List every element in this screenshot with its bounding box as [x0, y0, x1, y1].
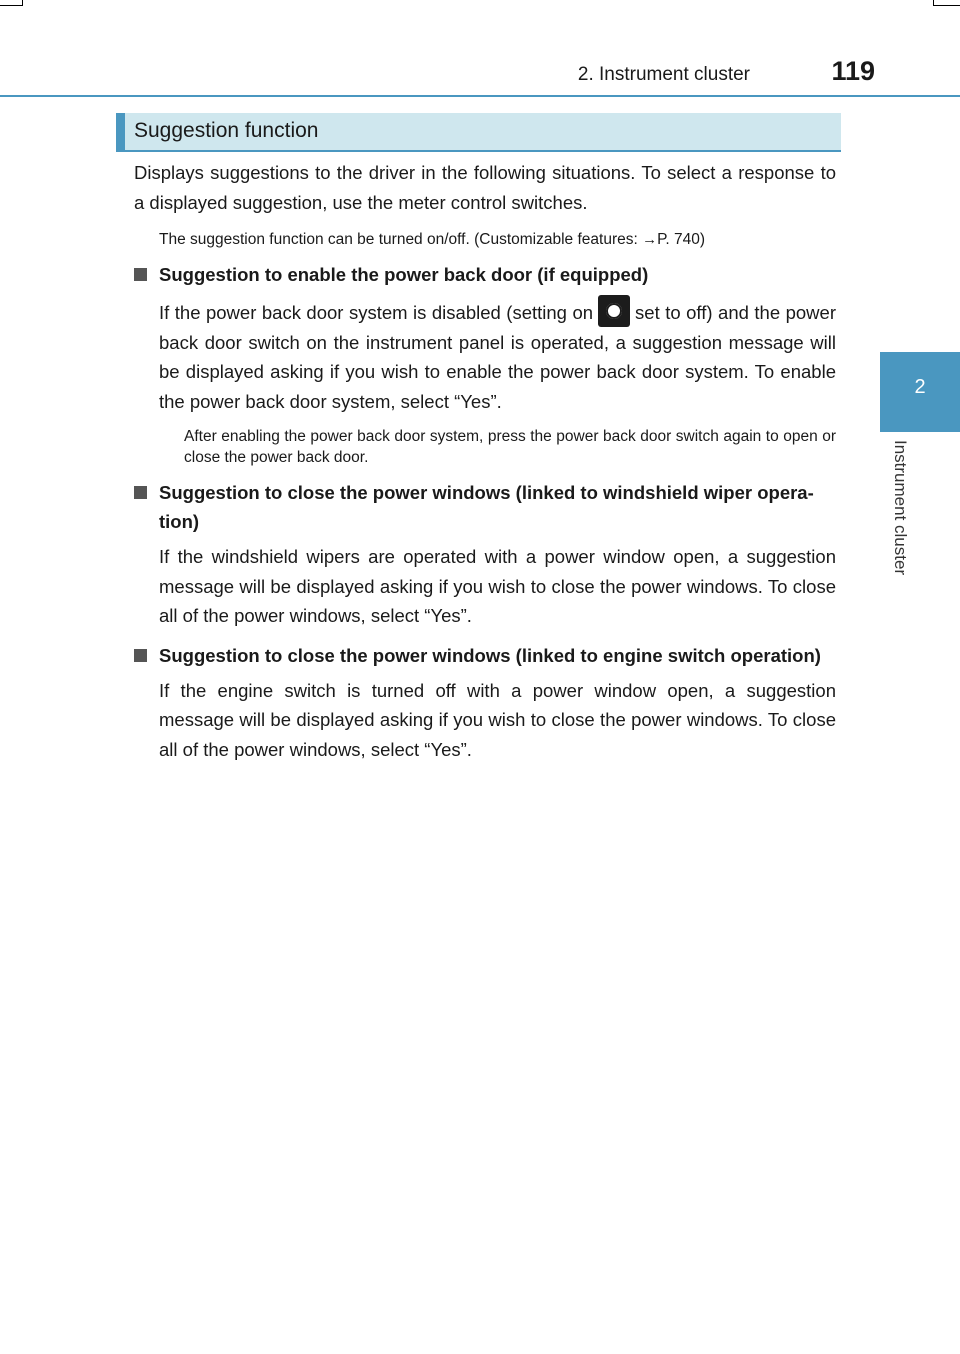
section-title: Suggestion function [134, 119, 319, 142]
list-item-power-back-door [134, 260, 836, 468]
list-item-heading-text: Suggestion to enable the power back door (if equipped) [159, 264, 649, 285]
body-text-after-icon: set to off) and the power back door switch on the instrument panel is operated, a suggestion message will be displayed asking if you wish to enable the power back door system. To enable the power back door system, select “Yes”. [159, 302, 836, 412]
page-content [134, 158, 836, 764]
crop-mark-left-v [22, 0, 23, 6]
square-bullet-icon [134, 649, 147, 662]
chapter-tab [880, 352, 960, 432]
crop-mark-right-h [933, 5, 960, 6]
list-item-body [159, 295, 836, 416]
list-item-body: If the windshield wipers are operated with a power window open, a suggestion message will be displayed asking if you wish to close the power windows. To close all of the power windows, select “Yes”. [159, 546, 836, 626]
section-heading-accent [116, 113, 125, 150]
list-item-heading [134, 260, 836, 289]
header-rule [0, 95, 960, 97]
list-item-heading [134, 641, 836, 670]
list-item-windows-engine [134, 641, 836, 765]
chapter-label: Instrument cluster [891, 440, 910, 576]
chapter-side-label [890, 440, 920, 600]
list-item-note: After enabling the power back door system, press the power back door switch again to open or close the power back door. [184, 428, 836, 466]
settings-gear-icon [598, 295, 630, 327]
intro-paragraph: Displays suggestions to the driver in the following situations. To select a response to a displayed suggestion, use the meter control switches. [134, 162, 836, 213]
page-number: 119 [831, 56, 875, 86]
chapter-number: 2 [914, 376, 926, 398]
list-item-heading-text: Suggestion to close the power windows (linked to windshield wiper opera-tion) [159, 482, 814, 532]
customize-note-text: The suggestion function can be turned on/off. (Customizable features: [159, 231, 643, 248]
section-heading-bar [116, 113, 841, 152]
square-bullet-icon [134, 486, 147, 499]
list-item-heading [134, 478, 836, 536]
square-bullet-icon [134, 268, 147, 281]
arrow-right-icon: → [642, 231, 658, 248]
crop-mark-left-h [0, 5, 22, 6]
body-text-before-icon: If the power back door system is disabled (setting on [159, 302, 594, 323]
list-item-heading-text: Suggestion to close the power windows (linked to engine switch operation) [159, 644, 821, 666]
list-item-body: If the engine switch is turned off with a power window open, a suggestion message will be displayed asking if you wish to close the power windows. To close all of the power windows, select “Yes”. [159, 679, 836, 760]
list-item-windows-wiper [134, 478, 836, 631]
customize-note [159, 230, 836, 250]
customize-note-ref: P. 740) [657, 231, 706, 248]
header-section-title: 2. Instrument cluster [577, 64, 750, 85]
